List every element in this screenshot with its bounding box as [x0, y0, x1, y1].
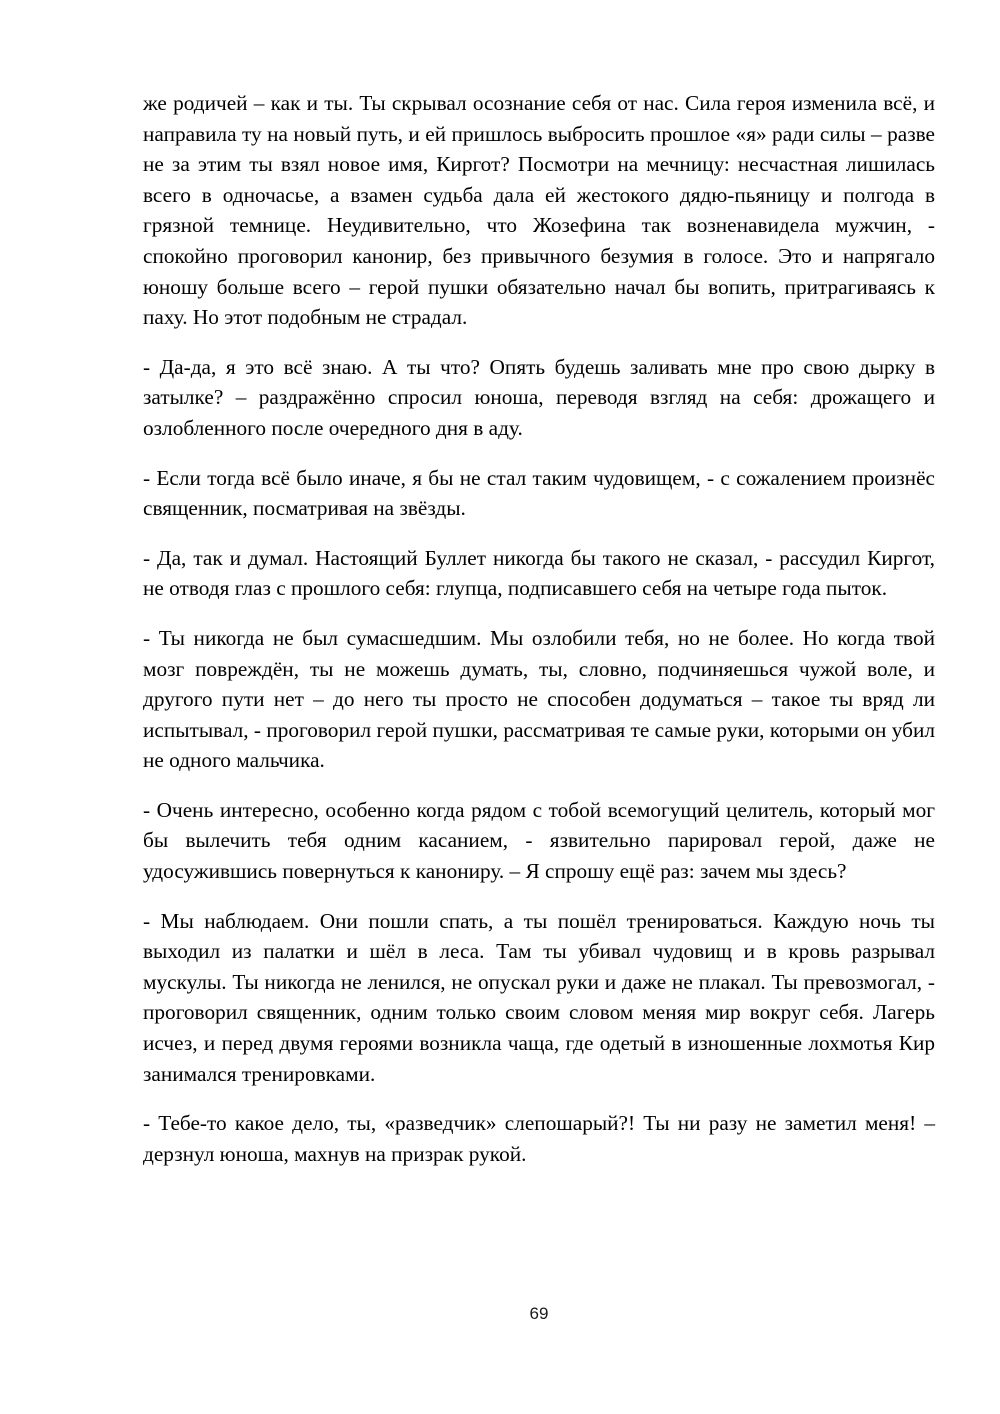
- paragraph: - Очень интересно, особенно когда рядом с тобой всемогущий целитель, который мог бы вылечить тебя одним касанием, - язвительно парировал герой, даже не удосужившись повернуться к канониру. – Я спрошу ещё раз: зачем мы здесь?: [143, 797, 935, 884]
- paragraph: - Тебе-то какое дело, ты, «разведчик» слепошарый?! Ты ни разу не заметил меня! – дерзнул юноша, махнув на призрак рукой.: [143, 1111, 935, 1166]
- paragraph: - Ты никогда не был сумасшедшим. Мы озлобили тебя, но не более. Но когда твой мозг повреждён, ты не можешь думать, ты, словно, подчиняешься чужой воле, и другого пути нет – до него ты просто не способен додуматься – такое ты вряд ли испытывал, - проговорил герой пушки, рассматривая те самые руки, которыми он убил не одного мальчика.: [143, 625, 935, 773]
- paragraph: же родичей – как и ты. Ты скрывал осознание себя от нас. Сила героя изменила всё, и направила ту на новый путь, и ей пришлось выбросить прошлое «я» ради силы – разве не за этим ты взял новое имя, Киргот? Посмотри на мечницу: несчастная лишилась всего в одночасье, а взамен судьба дала ей жестокого дядю-пьяницу и полгода в грязной темнице. Неудивительно, что Жозефина так возненавидела мужчин, - спокойно проговорил канонир, без привычного безумия в голосе. Это и напрягало юношу больше всего – герой пушки обязательно начал бы вопить, притрагиваясь к паху. Но этот подобным не страдал.: [143, 91, 935, 330]
- paragraph: - Да-да, я это всё знаю. А ты что? Опять будешь заливать мне про свою дырку в затылке? – раздражённо спросил юноша, переводя взгляд на себя: дрожащего и озлобленного после очередного дня в аду.: [143, 354, 935, 440]
- page-number: 69: [529, 1304, 549, 1323]
- body-text: [143, 88, 935, 1188]
- paragraph: - Если тогда всё было иначе, я бы не стал таким чудовищем, - с сожалением произнёс священник, посматривая на звёзды.: [143, 465, 935, 521]
- paragraph: - Да, так и думал. Настоящий Буллет никогда бы такого не сказал, - рассудил Киргот, не отводя глаз с прошлого себя: глупца, подписавшего себя на четыре года пыток.: [143, 545, 935, 601]
- paragraph: - Мы наблюдаем. Они пошли спать, а ты пошёл тренироваться. Каждую ночь ты выходил из палатки и шёл в леса. Там ты убивал чудовищ и в кровь разрывал мускулы. Ты никогда не ленился, не опускал руки и даже не плакал. Ты превозмогал, - проговорил священник, одним только своим словом меняя мир вокруг себя. Лагерь исчез, и перед двумя героями возникла чаща, где одетый в изношенные лохмотья Кир занимался тренировками.: [143, 908, 935, 1086]
